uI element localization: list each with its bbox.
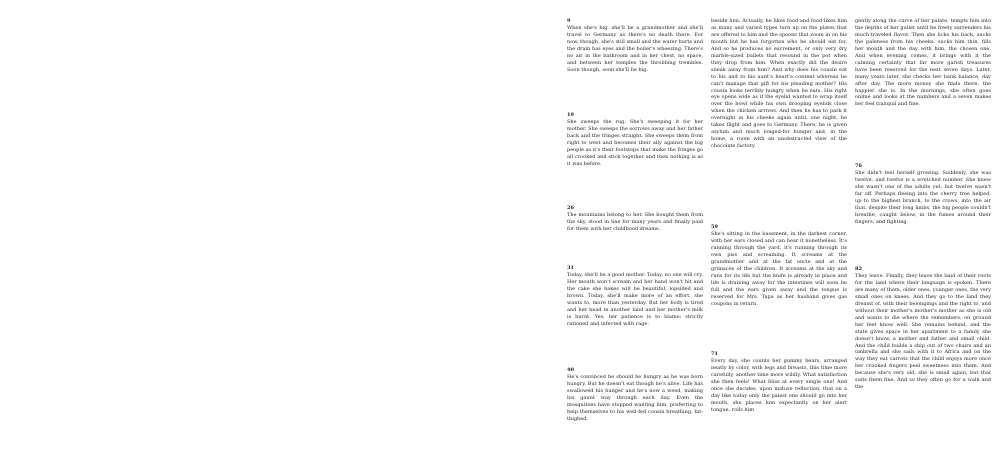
story-section-40 [567, 367, 703, 423]
section-number: 76 [855, 163, 862, 169]
section-text: When she's big, she'll be a grandmother and she'll travel to Germany as there's no death there. For now, though, she's still small and the water hurts and the drain has eyes and the boiler's wheezing. There's no air in the bathroom and in her chest, no space, and between her temples the throbbing trembles. Soon though, soon she'll be big. [567, 25, 703, 73]
section-text: Every day, she counts her gummy bears, arranged neatly by color, with legs and breasts, this time more carefully, another time more wildly. What satisfaction she then feels! What bliss at every single one! And once she decides, upon mature reflection, that on a day like today only the palest one should go into her mouth, she places him expectantly on her alert tongue, rolls him [711, 358, 847, 413]
section-number: 31 [567, 265, 574, 271]
section-number: 71 [711, 351, 718, 357]
story-section-31 [567, 265, 703, 328]
section-text: They leave. Finally, they leave the land of their roots for the land where their language is spoken. There are many of them, older ones, younger ones, the very small ones on knees. And they go to the land they dreamt of, with their belongings and the right to, and without their mother's mother's mother as she is old and wants to die where the remembers, on ground her feet know well. She remains behind, and the state gives space in her apartment to a family she doesn't know, a mother and father and small child. And the child builds a ship out of two chairs and an umbrella and she sails with it to Africa and on the way they eat carrots that the child enjoys more once her crooked fingers peel sweetness into them. And because she's very old, she is small again, but that suits them fine. And so they often go for a walk and the [855, 273, 991, 391]
story-section-59 [711, 224, 847, 307]
section-text: He's convinced he should be hungry as he was born hungry. But he doesn't eat though he's alive. Life has swallowed his hunger and he's now a weed, making his gaunt way through each day. Even the mosquitoes have stopped wanting him, preferring to help themselves to his well-fed cousin breathing, fat-thighed, [567, 374, 703, 422]
story-section-40-continued [711, 18, 847, 150]
section-text: The mountains belong to her. She bought them from the sky, stood in line for many years and finally paid for them with her childhood dreams. [567, 212, 703, 232]
section-number: 82 [855, 266, 862, 272]
section-text: She sweeps the rug. She's sweeping it for her mother. She sweeps the sorrows away and her father back and the fringes straight. She sweeps them from right to west and becomes their ally against the big people as it's their footsteps that make the fringes go all crooked and stick together and then nothing is as it was before. [567, 119, 703, 167]
section-number: 19 [567, 112, 574, 118]
section-text: Today, she'll be a good mother. Today, no one will cry. Her mouth won't scream and her hand won't hit and the cake she bakes will be beautiful, lopsided and brown. Today, she'll make more of an effort, she wants to, more than yesterday. But her body is tired and her head in another land and her mother's milk is burnt. Yes, her patience is to blame: strictly rationed and infected with rage. [567, 272, 703, 327]
section-text: She didn't feel herself growing. Suddenly, she was twelve, and twelve is a wretched number. She knew she wasn't one of the adults yet, but twelve wasn't far off. Perhaps fleeing into the cherry tree helped, up to the highest branch, to the crows, into the air that, despite their long limbs, the big people couldn't breathe, caught below, in the fumes around their fingers, and fighting. [855, 170, 991, 225]
section-text: She's sitting in the basement, in the darkest corner, with her ears closed and can hear it nonetheless. It's running through the yard, it's running through its own piss and screaming. It screams at the grandmother and at the fat uncle and at the grimaces of the children. It screams at the sky and runs for its life but the knife is already in place and life is draining away for the intestines will soon be full and the ears given away and the tongue is reserved for Mrs. Tapa as her husband gives gas coupons in return. [711, 231, 847, 307]
story-section-71 [711, 351, 847, 414]
story-section-82 [855, 266, 991, 391]
story-section-71-continued [855, 18, 991, 108]
story-section-19 [567, 112, 703, 168]
story-section-76 [855, 163, 991, 226]
story-section-9 [567, 18, 703, 74]
section-text: gently along the curve of her palate, tempts him into the depths of her gullet until he freely surrenders his much-traveled flavor. Then she licks his back, sucks the paleness from his cheeks, sucks him thin, fills her mouth and the day with him, the chosen one. And when evening comes, it brings with it the calming certainty that far more garish treasures have been reserved for the next seven days. Later, many years later, she checks her bank balance, day after day. The more money she finds there, the happier she is. In the mornings, she often goes online and looks at the numbers and a seven makes her feel tranquil and fine. [855, 18, 991, 108]
story-section-26 [567, 205, 703, 233]
section-number: 26 [567, 205, 574, 211]
section-number: 59 [711, 224, 718, 230]
section-number: 40 [567, 367, 574, 373]
section-number: 9 [567, 18, 571, 24]
section-text: beside him. Actually, he likes food and food likes him as many and varied types turn up on the plates that are offered to him and the spoons that zoom in on his mouth but he has forgotten who he should eat for. And so he produces no excrement, or only very dry marble-sized bullets that resound in the pot when they drop from him. When exactly did the desire sneak away from him? And why does his cousin eat to his and to his aunt's heart's content whereas he can't manage that gift for his pleading mother? His cousin looks terribly hungry when he eats. His right eye opens wide as if the eyelid wanted to wrap itself over the bowl while his own drooping eyelids close when the chicken arrives. And then he has to park it overnight in his cheeks again until, one night, he takes flight and goes to Germany. There, he is given asylum and much longed-for hunger and, in the home, a room with an unobstructed view of the chocolate factory. [711, 18, 847, 150]
